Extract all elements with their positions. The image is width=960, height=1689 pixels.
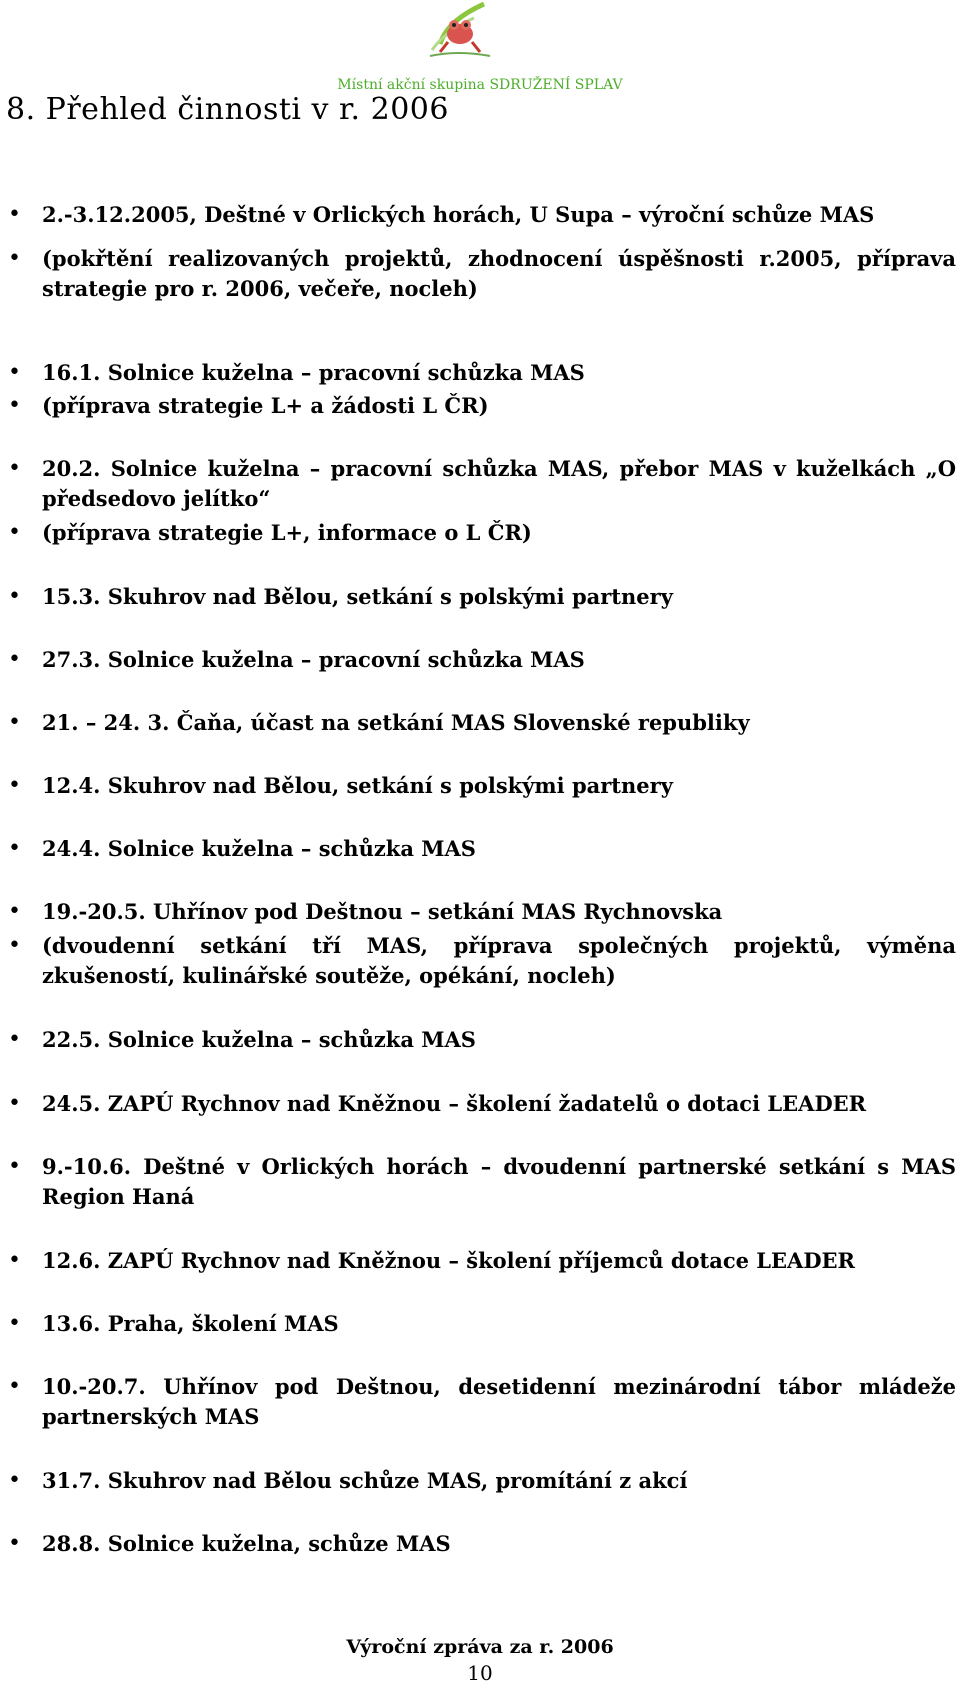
- list-item: • (pokřtění realizovaných projektů, zhodnocení úspěšnosti r.2005, příprava strategie pro r. 2006, večeře, nocleh): [8, 246, 956, 301]
- list-item: • 10.-20.7. Uhřínov pod Deštnou, desetidenní mezinárodní tábor mládeže partnerských MAS: [8, 1374, 956, 1429]
- list-item: • 28.8. Solnice kuželna, schůze MAS: [42, 1529, 956, 1559]
- bullet-icon: •: [8, 647, 21, 672]
- list-item: • 22.5. Solnice kuželna – schůzka MAS: [42, 1025, 956, 1055]
- list-item: • 13.6. Praha, školení MAS: [42, 1309, 956, 1339]
- bullet-icon: •: [8, 1248, 21, 1273]
- list-item: • 27.3. Solnice kuželna – pracovní schůzka MAS: [42, 645, 956, 675]
- list-item: • 15.3. Skuhrov nad Bělou, setkání s polskými partnery: [42, 582, 956, 612]
- list-item: • 16.1. Solnice kuželna – pracovní schůzka MAS: [42, 358, 956, 388]
- bullet-icon: •: [8, 1027, 21, 1052]
- list-item: • (dvoudenní setkání tří MAS, příprava společných projektů, výměna zkušeností, kulinářské soutěže, opékání, nocleh): [8, 933, 956, 988]
- bullet-icon: •: [8, 584, 21, 609]
- list-item: • 12.4. Skuhrov nad Bělou, setkání s polskými partnery: [42, 771, 956, 801]
- bullet-icon: •: [8, 1311, 21, 1336]
- org-name: Místní akční skupina SDRUŽENÍ SPLAV: [337, 77, 623, 93]
- bullet-icon: •: [8, 393, 21, 418]
- bullet-icon: •: [8, 710, 21, 735]
- page-title: 8. Přehled činnosti v r. 2006: [6, 92, 449, 127]
- bullet-icon: •: [8, 1091, 21, 1116]
- list-item: • 19.-20.5. Uhřínov pod Deštnou – setkání MAS Rychnovska: [42, 897, 956, 927]
- bullet-icon: •: [8, 246, 21, 271]
- bullet-icon: •: [8, 1374, 21, 1399]
- frog-logo: [418, 0, 500, 62]
- list-item: • 20.2. Solnice kuželna – pracovní schůzka MAS, přebor MAS v kuželkách „O předsedovo jelítko“: [8, 456, 956, 511]
- page-number: 10: [467, 1661, 493, 1685]
- list-item: • 21. – 24. 3. Čaňa, účast na setkání MAS Slovenské republiky: [42, 708, 956, 738]
- bullet-icon: •: [8, 1468, 21, 1493]
- list-item: • 24.4. Solnice kuželna – schůzka MAS: [42, 834, 956, 864]
- bullet-icon: •: [8, 899, 21, 924]
- list-item: • 2.-3.12.2005, Deštné v Orlických horách, U Supa – výroční schůze MAS: [42, 200, 956, 230]
- list-item: • 24.5. ZAPÚ Rychnov nad Kněžnou – školení žadatelů o dotaci LEADER: [42, 1089, 956, 1119]
- list-item: • 9.-10.6. Deštné v Orlických horách – dvoudenní partnerské setkání s MAS Region Haná: [8, 1154, 956, 1209]
- bullet-icon: •: [8, 1531, 21, 1556]
- bullet-icon: •: [8, 933, 21, 958]
- bullet-icon: •: [8, 360, 21, 385]
- list-item: • (příprava strategie L+ a žádosti L ČR): [42, 391, 956, 421]
- bullet-icon: •: [8, 1154, 21, 1179]
- bullet-icon: •: [8, 836, 21, 861]
- list-item: • 12.6. ZAPÚ Rychnov nad Kněžnou – školení příjemců dotace LEADER: [42, 1246, 956, 1276]
- bullet-icon: •: [8, 456, 21, 481]
- list-item: • 31.7. Skuhrov nad Bělou schůze MAS, promítání z akcí: [42, 1466, 956, 1496]
- bullet-icon: •: [8, 773, 21, 798]
- bullet-icon: •: [8, 202, 21, 227]
- footer-title: Výroční zpráva za r. 2006: [346, 1636, 614, 1658]
- list-item: • (příprava strategie L+, informace o L ČR): [42, 518, 956, 548]
- bullet-icon: •: [8, 520, 21, 545]
